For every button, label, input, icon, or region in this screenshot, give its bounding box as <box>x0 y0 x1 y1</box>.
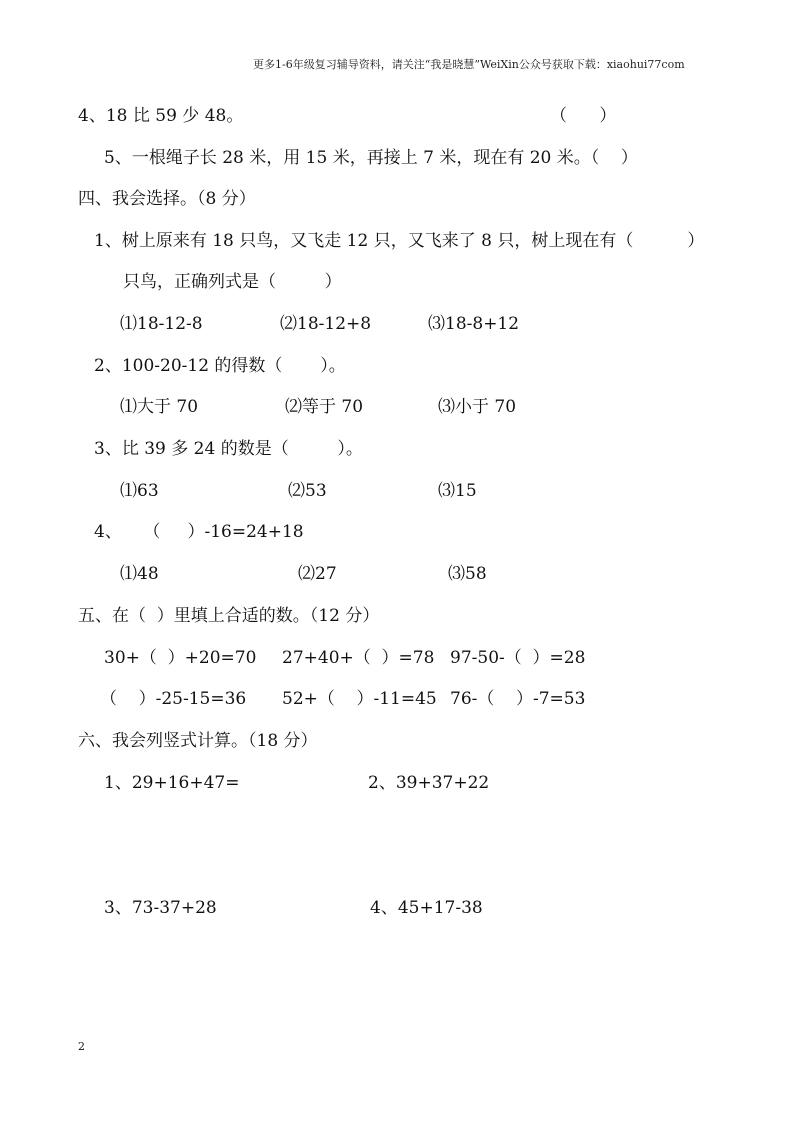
page-header: 更多1-6年级复习辅导资料，请关注“我是晓慧”WeiXin公众号获取下载：xiaohui77com <box>253 58 685 71</box>
fill-row1-item1: 30+（ ）+20=70 <box>104 648 257 668</box>
section-5-heading: 五、在（ ）里填上合适的数。（12 分） <box>78 606 380 626</box>
choice-q1-option-1: ⑴18-12-8 <box>120 314 203 334</box>
choice-question-2: 2、100-20-12 的得数（ ）。 <box>94 356 346 376</box>
vertical-calc-4: 4、45+17-38 <box>370 898 483 918</box>
choice-q2-option-1: ⑴大于 70 <box>120 397 199 417</box>
choice-q1-option-2: ⑵18-12+8 <box>280 314 372 334</box>
choice-question-1-cont: 只鸟，正确列式是（ ） <box>123 272 342 292</box>
page-number: 2 <box>78 1040 85 1053</box>
choice-q2-option-3: ⑶小于 70 <box>438 397 517 417</box>
vertical-calc-3: 3、73-37+28 <box>104 898 217 918</box>
choice-q4-option-1: ⑴48 <box>120 564 159 584</box>
judge-question-5: 5、一根绳子长 28 米，用 15 米，再接上 7 米，现在有 20 米。（ ） <box>104 148 638 168</box>
choice-question-1: 1、树上原来有 18 只鸟，又飞走 12 只，又飞来了 8 只，树上现在有（ ） <box>94 231 705 251</box>
choice-question-3: 3、比 39 多 24 的数是（ ）。 <box>94 439 363 459</box>
choice-q3-option-1: ⑴63 <box>120 481 159 501</box>
vertical-calc-1: 1、29+16+47= <box>104 773 240 793</box>
fill-row1-item3: 97-50-（ ）=28 <box>450 648 586 668</box>
choice-question-4: 4、 （ ）-16=24+18 <box>94 522 304 542</box>
fill-row2-item3: 76-（ ）-7=53 <box>450 689 586 709</box>
judge-question-4: 4、18 比 59 少 48。 <box>78 106 244 126</box>
choice-q4-option-2: ⑵27 <box>298 564 337 584</box>
section-4-heading: 四、我会选择。（8 分） <box>78 189 256 209</box>
choice-q3-option-2: ⑵53 <box>288 481 327 501</box>
choice-q2-option-2: ⑵等于 70 <box>285 397 364 417</box>
fill-row1-item2: 27+40+（ ）=78 <box>282 648 435 668</box>
section-6-heading: 六、我会列竖式计算。（18 分） <box>78 731 318 751</box>
choice-q1-option-3: ⑶18-8+12 <box>428 314 520 334</box>
fill-row2-item2: 52+（ ）-11=45 <box>282 689 437 709</box>
fill-row2-item1: （ ）-25-15=36 <box>100 689 247 709</box>
judge-question-4-answer-box: （ ） <box>550 106 617 126</box>
choice-q3-option-3: ⑶15 <box>438 481 477 501</box>
choice-q4-option-3: ⑶58 <box>448 564 487 584</box>
vertical-calc-2: 2、39+37+22 <box>368 773 490 793</box>
